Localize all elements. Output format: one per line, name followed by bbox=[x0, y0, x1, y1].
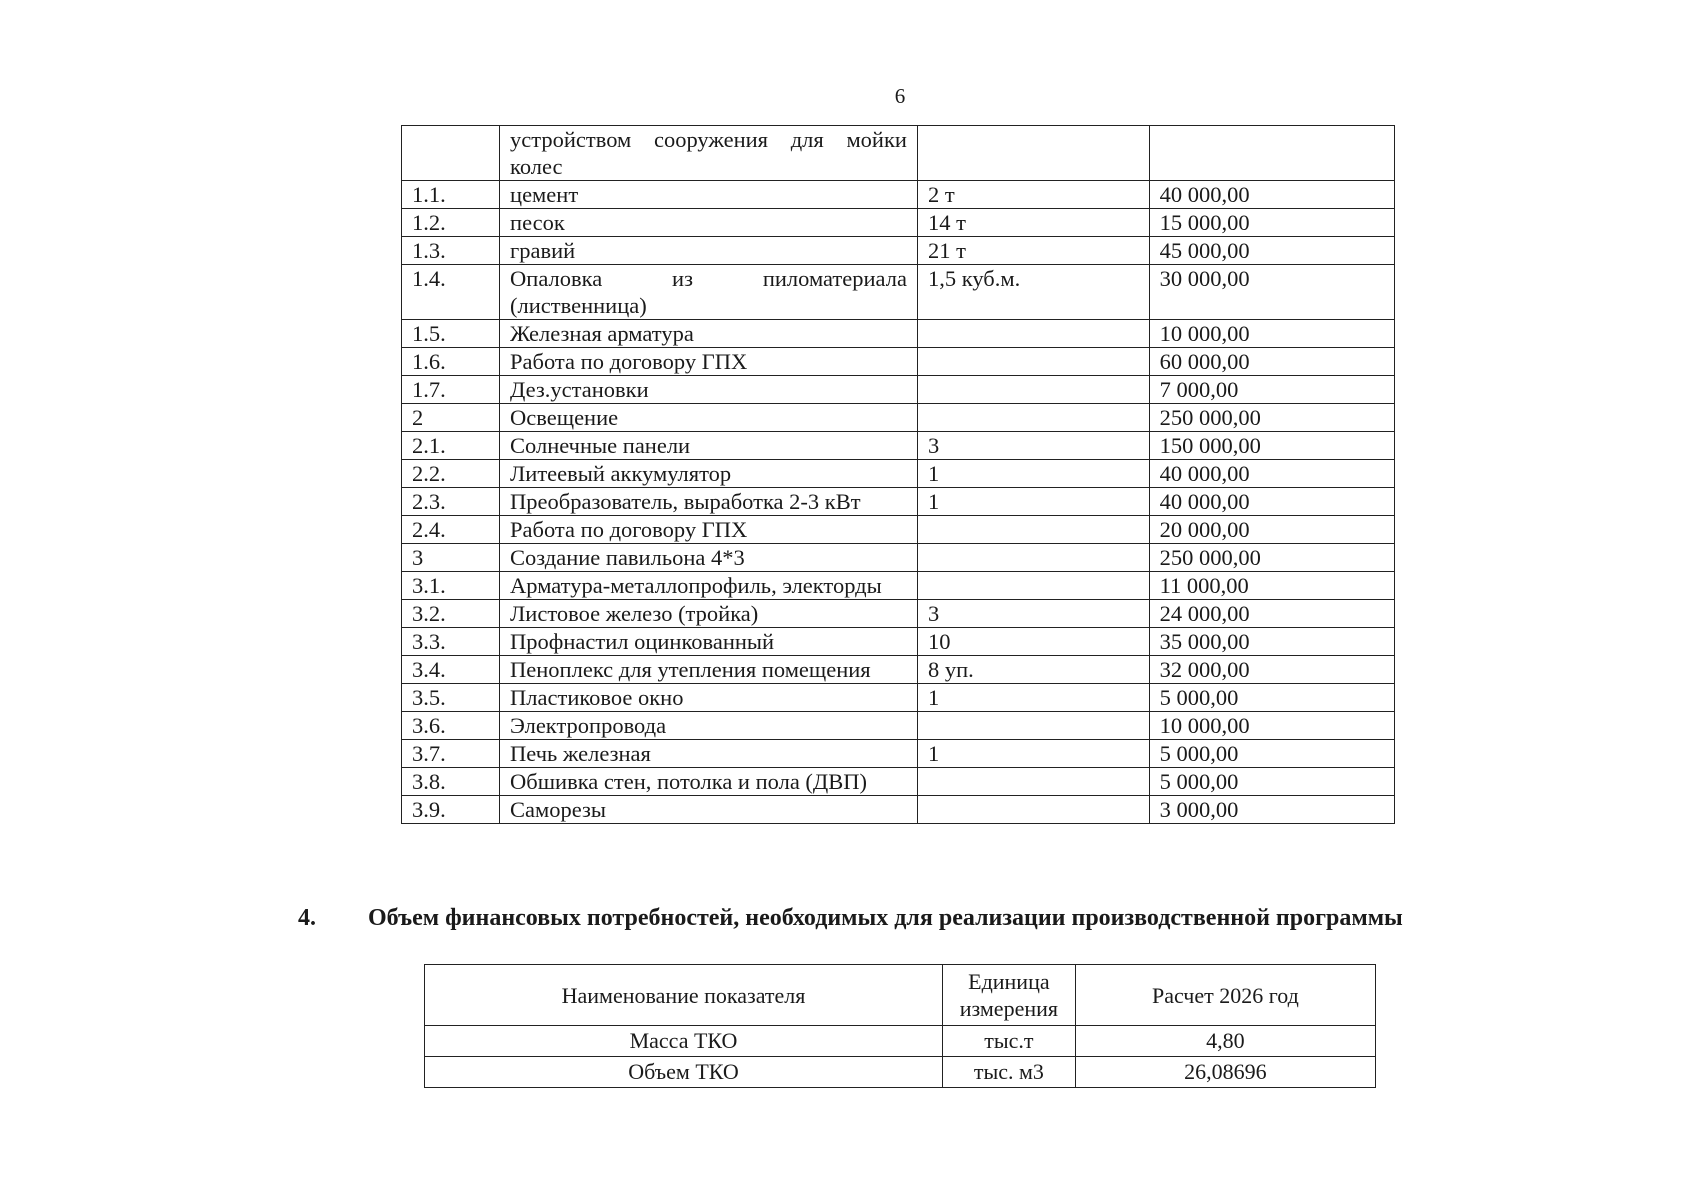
item-quantity: 3 bbox=[917, 432, 1149, 460]
item-name: Солнечные панели bbox=[500, 432, 918, 460]
table-row bbox=[402, 209, 1395, 237]
item-quantity bbox=[917, 516, 1149, 544]
item-quantity bbox=[917, 126, 1149, 181]
item-number: 1.4. bbox=[402, 265, 500, 320]
section-title: Объем финансовых потребностей, необходимых для реализации производственной программы bbox=[368, 905, 1403, 931]
table-row bbox=[425, 1026, 1376, 1057]
item-name: гравий bbox=[500, 237, 918, 265]
item-quantity bbox=[917, 320, 1149, 348]
item-name: Арматура-металлопрофиль, электорды bbox=[500, 572, 918, 600]
table-row bbox=[402, 600, 1395, 628]
item-amount: 250 000,00 bbox=[1149, 544, 1394, 572]
header-indicator-name: Наименование показателя bbox=[425, 965, 943, 1026]
indicator-value: 4,80 bbox=[1075, 1026, 1375, 1057]
item-amount: 3 000,00 bbox=[1149, 796, 1394, 824]
item-amount: 35 000,00 bbox=[1149, 628, 1394, 656]
item-number: 3.5. bbox=[402, 684, 500, 712]
item-amount: 5 000,00 bbox=[1149, 684, 1394, 712]
item-amount: 24 000,00 bbox=[1149, 600, 1394, 628]
item-amount: 32 000,00 bbox=[1149, 656, 1394, 684]
item-name: Преобразователь, выработка 2-3 кВт bbox=[500, 488, 918, 516]
table-row bbox=[402, 432, 1395, 460]
item-name: Создание павильона 4*3 bbox=[500, 544, 918, 572]
item-quantity: 2 т bbox=[917, 181, 1149, 209]
item-amount: 45 000,00 bbox=[1149, 237, 1394, 265]
item-number: 2.1. bbox=[402, 432, 500, 460]
item-number: 2.2. bbox=[402, 460, 500, 488]
item-quantity: 8 уп. bbox=[917, 656, 1149, 684]
table-row bbox=[402, 181, 1395, 209]
header-unit: Единица измерения bbox=[943, 965, 1076, 1026]
item-number: 1.6. bbox=[402, 348, 500, 376]
table-row bbox=[402, 572, 1395, 600]
item-amount: 20 000,00 bbox=[1149, 516, 1394, 544]
item-quantity: 1 bbox=[917, 740, 1149, 768]
item-number: 1.7. bbox=[402, 376, 500, 404]
item-name: Дез.установки bbox=[500, 376, 918, 404]
indicator-name: Масса ТКО bbox=[425, 1026, 943, 1057]
item-amount: 30 000,00 bbox=[1149, 265, 1394, 320]
item-number: 1.1. bbox=[402, 181, 500, 209]
item-name: Пластиковое окно bbox=[500, 684, 918, 712]
item-quantity: 1,5 куб.м. bbox=[917, 265, 1149, 320]
item-number: 3.3. bbox=[402, 628, 500, 656]
table-row bbox=[402, 265, 1395, 320]
item-number: 3.6. bbox=[402, 712, 500, 740]
item-name: Листовое железо (тройка) bbox=[500, 600, 918, 628]
table-row bbox=[425, 1057, 1376, 1088]
table-row bbox=[402, 404, 1395, 432]
item-quantity: 1 bbox=[917, 460, 1149, 488]
item-amount: 5 000,00 bbox=[1149, 768, 1394, 796]
item-name: Профнастил оцинкованный bbox=[500, 628, 918, 656]
item-amount: 40 000,00 bbox=[1149, 181, 1394, 209]
items-table-body bbox=[402, 126, 1395, 824]
item-quantity: 21 т bbox=[917, 237, 1149, 265]
item-amount: 15 000,00 bbox=[1149, 209, 1394, 237]
item-number: 2 bbox=[402, 404, 500, 432]
table-row bbox=[402, 712, 1395, 740]
item-quantity bbox=[917, 712, 1149, 740]
indicator-value: 26,08696 bbox=[1075, 1057, 1375, 1088]
item-quantity bbox=[917, 376, 1149, 404]
item-quantity bbox=[917, 348, 1149, 376]
table-row bbox=[402, 544, 1395, 572]
item-quantity bbox=[917, 768, 1149, 796]
item-quantity: 14 т bbox=[917, 209, 1149, 237]
item-amount: 60 000,00 bbox=[1149, 348, 1394, 376]
financial-table bbox=[424, 964, 1376, 1088]
item-quantity: 10 bbox=[917, 628, 1149, 656]
table-row bbox=[402, 684, 1395, 712]
item-number bbox=[402, 126, 500, 181]
item-amount: 40 000,00 bbox=[1149, 488, 1394, 516]
item-name: цемент bbox=[500, 181, 918, 209]
item-number: 3.7. bbox=[402, 740, 500, 768]
item-amount: 5 000,00 bbox=[1149, 740, 1394, 768]
item-number: 2.3. bbox=[402, 488, 500, 516]
item-amount: 11 000,00 bbox=[1149, 572, 1394, 600]
item-number: 2.4. bbox=[402, 516, 500, 544]
item-number: 3.8. bbox=[402, 768, 500, 796]
item-number: 3.4. bbox=[402, 656, 500, 684]
item-name: Освещение bbox=[500, 404, 918, 432]
item-name: Железная арматура bbox=[500, 320, 918, 348]
table-row bbox=[402, 320, 1395, 348]
item-name: Печь железная bbox=[500, 740, 918, 768]
item-amount: 150 000,00 bbox=[1149, 432, 1394, 460]
table-row bbox=[402, 126, 1395, 181]
item-amount: 10 000,00 bbox=[1149, 320, 1394, 348]
item-name: Саморезы bbox=[500, 796, 918, 824]
item-name: Пеноплекс для утепления помещения bbox=[500, 656, 918, 684]
item-number: 3.9. bbox=[402, 796, 500, 824]
table-row bbox=[402, 460, 1395, 488]
item-quantity bbox=[917, 544, 1149, 572]
table-row bbox=[402, 740, 1395, 768]
item-quantity bbox=[917, 796, 1149, 824]
item-name: Опаловка из пиломатериала (лиственница) bbox=[500, 265, 918, 320]
item-name: Обшивка стен, потолка и пола (ДВП) bbox=[500, 768, 918, 796]
item-number: 3 bbox=[402, 544, 500, 572]
item-number: 1.3. bbox=[402, 237, 500, 265]
financial-table-header-row bbox=[425, 965, 1376, 1026]
indicator-unit: тыс. м3 bbox=[943, 1057, 1076, 1088]
item-name: Работа по договору ГПХ bbox=[500, 516, 918, 544]
item-number: 3.1. bbox=[402, 572, 500, 600]
indicator-unit: тыс.т bbox=[943, 1026, 1076, 1057]
item-number: 1.5. bbox=[402, 320, 500, 348]
item-amount: 10 000,00 bbox=[1149, 712, 1394, 740]
table-row bbox=[402, 796, 1395, 824]
table-row bbox=[402, 488, 1395, 516]
item-quantity bbox=[917, 572, 1149, 600]
item-name: устройством сооружения для мойки колес bbox=[500, 126, 918, 181]
item-amount: 7 000,00 bbox=[1149, 376, 1394, 404]
indicator-name: Объем ТКО bbox=[425, 1057, 943, 1088]
table-row bbox=[402, 348, 1395, 376]
table-row bbox=[402, 516, 1395, 544]
item-name: песок bbox=[500, 209, 918, 237]
table-row bbox=[402, 237, 1395, 265]
item-amount: 250 000,00 bbox=[1149, 404, 1394, 432]
table-row bbox=[402, 628, 1395, 656]
items-table bbox=[401, 125, 1395, 824]
item-quantity bbox=[917, 404, 1149, 432]
table-row bbox=[402, 376, 1395, 404]
item-quantity: 1 bbox=[917, 684, 1149, 712]
item-amount bbox=[1149, 126, 1394, 181]
item-quantity: 3 bbox=[917, 600, 1149, 628]
item-name: Электропровода bbox=[500, 712, 918, 740]
item-quantity: 1 bbox=[917, 488, 1149, 516]
item-number: 1.2. bbox=[402, 209, 500, 237]
page-number: 6 bbox=[894, 84, 906, 108]
table-row bbox=[402, 768, 1395, 796]
item-name: Литеевый аккумулятор bbox=[500, 460, 918, 488]
item-name: Работа по договору ГПХ bbox=[500, 348, 918, 376]
table-row bbox=[402, 656, 1395, 684]
section-number: 4. bbox=[298, 905, 316, 931]
item-amount: 40 000,00 bbox=[1149, 460, 1394, 488]
header-calculation: Расчет 2026 год bbox=[1075, 965, 1375, 1026]
item-number: 3.2. bbox=[402, 600, 500, 628]
